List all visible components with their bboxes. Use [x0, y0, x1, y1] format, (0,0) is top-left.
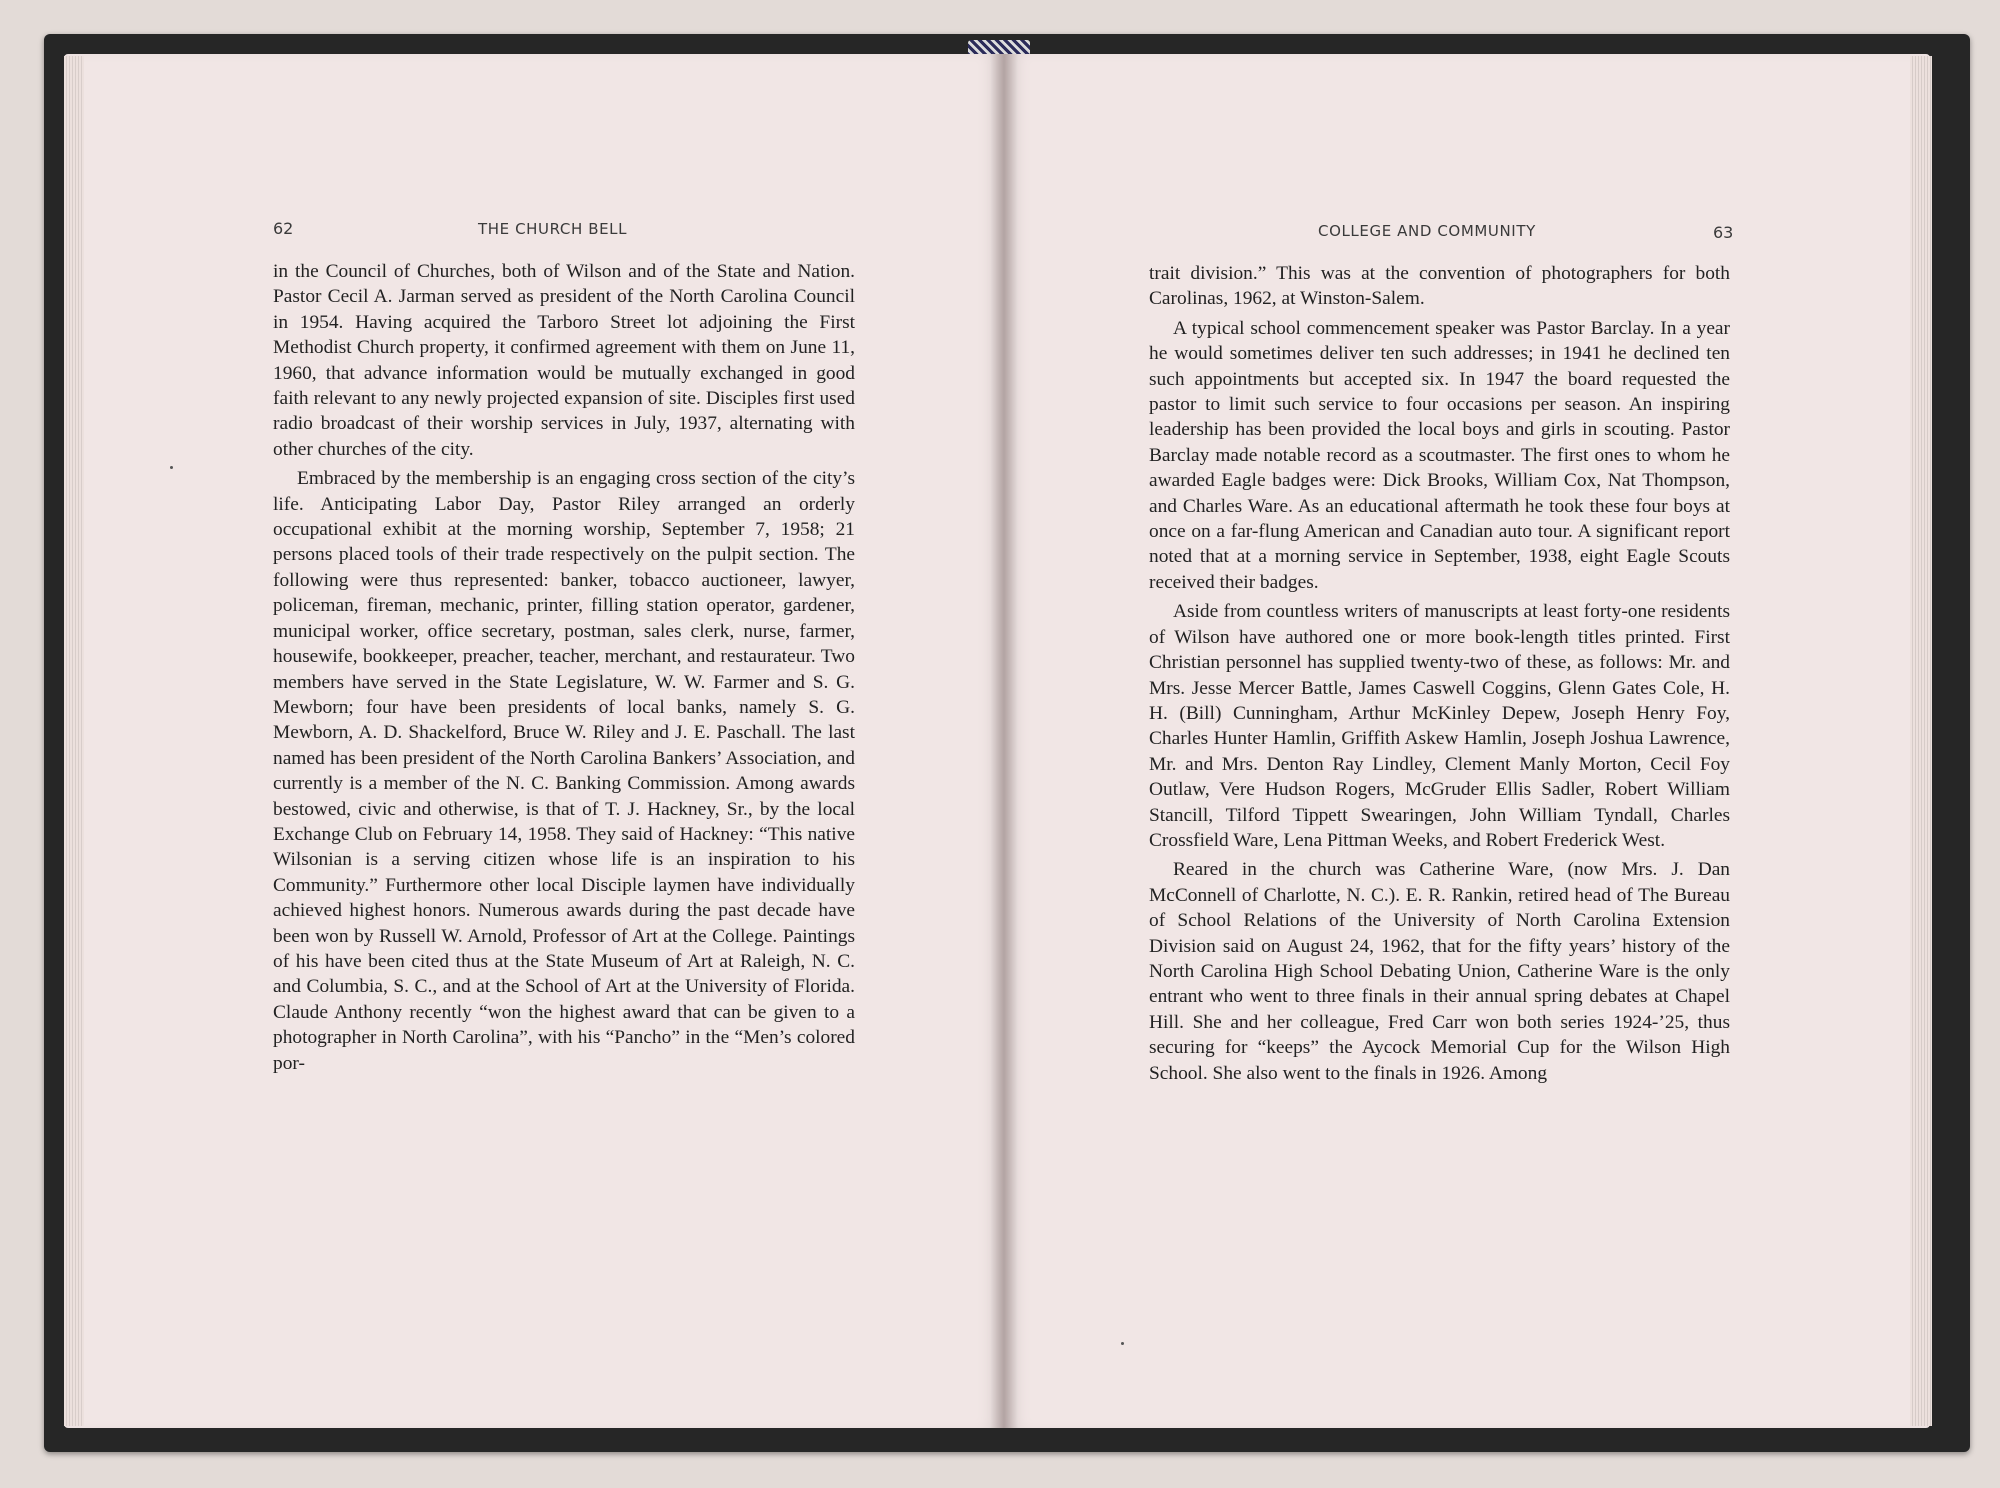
- paragraph: trait division.” This was at the convention of photographers for both Carolinas, 1962, at Winston-Salem.: [1149, 263, 1730, 310]
- left-running-head: THE CHURCH BELL: [478, 220, 628, 238]
- right-running-head: COLLEGE AND COMMUNITY: [1318, 222, 1536, 240]
- left-page-text: [273, 259, 855, 1076]
- book-gutter: [990, 54, 1018, 1428]
- paragraph: in the Council of Churches, both of Wilson and of the State and Nation. Pastor Cecil A. Jarman served as president of the North Carolina Council in 1954. Having acquired the Tarboro Street lot adjoining the First Methodist Church property, it confirmed agreement with them on June 11, 1960, that advance information would be mutually exchanged in good faith relevant to any newly projected expansion of site. Disciples first used radio broadcast of their worship services in July, 1937, alternating with other churches of the city.: [273, 261, 855, 460]
- paragraph: Aside from countless writers of manuscripts at least forty-one residents of Wilson have authored one or more book-length titles printed. First Christian personnel has supplied twenty-two of these, as follows: Mr. and Mrs. Jesse Mercer Battle, James Caswell Coggins, Glenn Gates Cole, H. H. (Bill) Cunningham, Arthur McKinley Depew, Joseph Henry Foy, Charles Hunter Hamlin, Griffith Askew Hamlin, Joseph Joshua Lawrence, Mr. and Mrs. Denton Ray Lindley, Clement Manly Morton, Cecil Foy Outlaw, Vere Hudson Rogers, McGruder Ellis Sadler, Robert William Stancill, Tilford Tippett Swearingen, John William Tyndall, Charles Crossfield Ware, Lena Pittman Weeks, and Robert Frederick West.: [1149, 601, 1730, 851]
- paragraph: Reared in the church was Catherine Ware, (now Mrs. J. Dan McConnell of Charlotte, N. C.). E. R. Rankin, retired head of The Bureau of School Relations of the University of North Carolina Extension Division said on August 24, 1962, that for the fifty years’ history of the North Carolina High School Debating Union, Catherine Ware is the only entrant who went to three finals in their annual spring debates at Chapel Hill. She and her colleague, Fred Carr won both series 1924-’25, thus securing for “keeps” the Aycock Memorial Cup for the Wilson High School. She also went to the finals in 1926. Among: [1149, 859, 1730, 1084]
- page-speck: [1121, 1342, 1124, 1345]
- left-page-number: 62: [273, 219, 294, 238]
- right-page-text: [1149, 261, 1730, 1086]
- left-page-edges: [64, 56, 84, 1426]
- paragraph: A typical school commencement speaker was Pastor Barclay. In a year he would sometimes deliver ten such addresses; in 1941 he declined ten such appointments but accepted six. In 1947 the board requested the pastor to limit such service to four occasions per season. An inspiring leadership has been provided the local boys and girls in scouting. Pastor Barclay made notable record as a scoutmaster. The first ones to whom he awarded Eagle badges were: Dick Brooks, William Cox, Nat Thompson, and Charles Ware. As an educational aftermath he took these four boys at once on a far-flung American and Canadian auto tour. A significant report noted that at a morning service in September, 1938, eight Eagle Scouts received their badges.: [1149, 317, 1730, 593]
- paragraph: Embraced by the membership is an engaging cross section of the city’s life. Anticipating Labor Day, Pastor Riley arranged an orderly occupational exhibit at the morning worship, September 7, 1958; 21 persons placed tools of their trade respectively on the pulpit section. The following were thus represented: banker, tobacco auctioneer, lawyer, policeman, fireman, mechanic, printer, filling station operator, gardener, municipal worker, office secretary, postman, sales clerk, nurse, farmer, housewife, bookkeeper, preacher, teacher, merchant, and restaurateur. Two members have served in the State Legislature, W. W. Farmer and S. G. Mewborn; four have been presidents of local banks, namely S. G. Mewborn, A. D. Shackelford, Bruce W. Riley and J. E. Paschall. The last named has been president of the North Carolina Bankers’ Association, and currently is a member of the N. C. Banking Commission. Among awards bestowed, civic and otherwise, is that of T. J. Hackney, Sr., by the local Exchange Club on February 14, 1958. They said of Hackney: “This native Wilsonian is a serving citizen whose life is an inspiration to his Community.” Furthermore other local Disciple laymen have individually achieved highest honors. Numerous awards during the past decade have been won by Russell W. Arnold, Professor of Art at the College. Paintings of his have been cited thus at the State Museum of Art at Raleigh, N. C. and Columbia, S. C., and at the School of Art at the University of Florida. Claude Anthony recently “won the highest award that can be given to a photographer in North Carolina”, with his “Pancho” in the “Men’s colored por-: [273, 468, 855, 1074]
- right-page-number: 63: [1713, 223, 1734, 242]
- page-speck: [170, 466, 173, 469]
- right-page-edges: [1910, 56, 1932, 1426]
